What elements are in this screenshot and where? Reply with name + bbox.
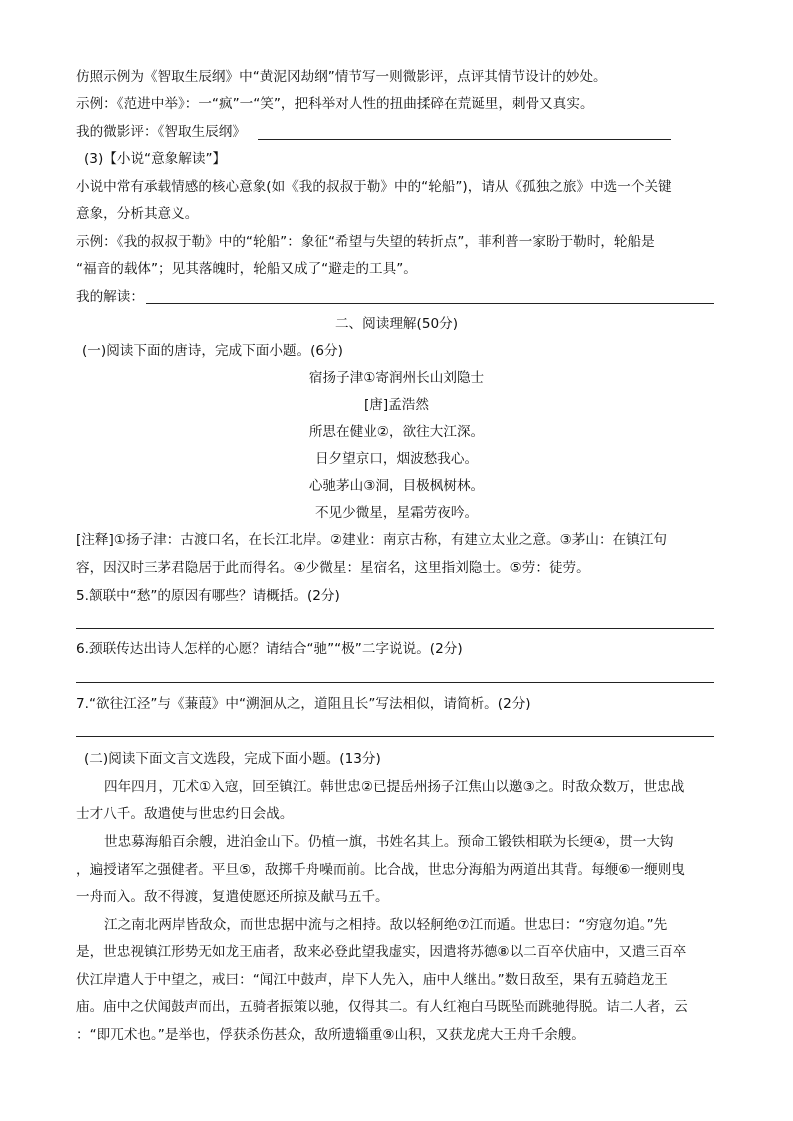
q3-text-line-1: 小说中常有承载情感的核心意象(如《我的叔叔于勒》中的“轮船”)，请从《孤独之旅》中选一个关键 [76,179,672,195]
notes-line-1: [注释]①扬子津：古渡口名，在长江北岸。②建业：南京古称，有建立太业之意。③茅山：在镇江句 [76,532,667,548]
passage-line: 世忠募海船百余艘，进泊金山下。仍植一旗，书姓名其上。预命工锻铁相联为长绠④，贯一大钩 [104,834,674,850]
passage-line: 一舟而入。敌不得渡，复遣使愿还所掠及献马五千。 [76,889,389,905]
poem-title: 宿扬子津①寄润州长山刘隐士 [308,370,485,386]
passage-line: ，遍授诸军之强健者。平旦⑤，敌掷千舟噪而前。比合战，世忠分海船为两道出其背。每缏⑥一缏则曳 [76,862,685,878]
q5-answer-line[interactable] [76,628,714,629]
question-5: 5.颔联中“愁”的原因有哪些？请概括。(2分) [76,588,340,604]
question-7: 7.“欲往江泾”与《蒹葭》中“溯洄从之，道阻且长”写法相似，请简析。(2分) [76,696,531,712]
example-b-line-1: 示例：《我的叔叔于勒》中的“轮船”：象征“希望与失望的转折点”，菲利普一家盼于勒时，轮船是 [76,234,655,250]
passage-line: 士才八千。敌遣使与世忠约日会战。 [76,806,294,822]
task-prompt: 仿照示例为《智取生辰纲》中“黄泥冈劫纲”情节写一则微影评，点评其情节设计的妙处。 [76,69,607,85]
example-b-line-2: “福音的载体”；见其落魄时，轮船又成了“避走的工具”。 [76,261,417,277]
my-review-label: 我的微影评：《智取生辰纲》 [76,124,246,140]
passage-line: ：“即兀术也。”是举也，俘获杀伤甚众，敌所遗辎重⑨山积，又获龙虎大王舟千余艘。 [76,1027,585,1043]
part1-heading: (一)阅读下面的唐诗，完成下面小题。(6分) [82,343,343,359]
passage-line: 四年四月，兀术①入寇，回至镇江。韩世忠②已提岳州扬子江焦山以邀③之。时敌众数万，世忠战 [104,779,685,795]
question-6: 6.颈联传达出诗人怎样的心愿？请结合“驰”“极”二字说说。(2分) [76,641,463,657]
part2-heading: (二)阅读下面文言文选段，完成下面小题。(13分) [84,751,381,767]
my-review-answer-line[interactable] [258,139,671,140]
passage-line: 江之南北两岸皆敌众，而世忠据中流与之相持。敌以轻舸绝⑦江而遁。世忠曰：“穷寇勿追。”先 [104,917,668,933]
q6-answer-line[interactable] [76,682,714,683]
my-reading-label: 我的解读： [76,289,144,305]
q3-heading: (3)【小说“意象解读”】 [84,151,227,167]
example-a: 示例：《范进中举》：一“疯”一“笑”，把科举对人性的扭曲揉碎在荒诞里，刺骨又真实。 [76,96,594,112]
poem-line: 不见少微星，星霜劳夜吟。 [314,505,479,521]
passage-line: 伏江岸遣人于中望之，戒曰：“闻江中鼓声，岸下人先入，庙中人继出。”数日敌至，果有五骑趋龙王 [76,972,668,988]
notes-line-2: 容，因汉时三茅君隐居于此而得名。④少微星：星宿名，这里指刘隐士。⑤劳：徒劳。 [76,560,590,576]
q7-answer-line[interactable] [76,736,714,737]
section-title: 二、阅读理解(50分) [334,316,459,332]
poem-author: [唐]孟浩然 [364,397,429,413]
my-reading-answer-line[interactable] [146,303,714,304]
passage-line: 是，世忠视镇江形势无如龙王庙者，敌来必登此望我虚实，因遣将苏德⑧以二百卒伏庙中，又遣三百卒 [76,944,687,960]
poem-line: 日夕望京口，烟波愁我心。 [314,451,479,467]
poem-line: 所思在健业②，欲往大江深。 [308,424,485,440]
poem-line: 心驰茅山③洞，目极枫树林。 [308,478,485,494]
passage-line: 庙。庙中之伏闻鼓声而出，五骑者振策以驰，仅得其二。有人红袍白马既坠而跳驰得脱。诘二人者，云 [76,999,688,1015]
q3-text-line-2: 意象，分析其意义。 [76,206,199,222]
